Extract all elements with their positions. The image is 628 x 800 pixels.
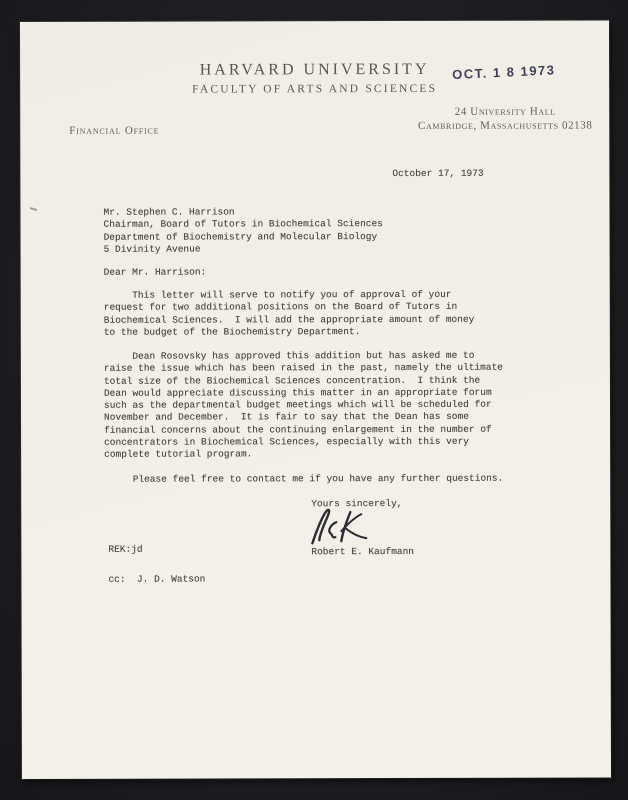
letterhead-institution: HARVARD UNIVERSITY [199,60,430,79]
letter-date: October 17, 1973 [392,167,484,180]
handwritten-signature-icon [304,507,392,549]
signed-name: Robert E. Kaufmann [311,545,415,558]
cc-line: cc: J. D. Watson [108,573,206,585]
received-date-stamp: OCT. 1 8 1973 [451,62,556,83]
pencil-mark [29,207,37,214]
recipient-address-block: Mr. Stephen C. Harrison Chairman, Board of Tutors in Biochemical Sciences Department of Biochemistry and Molecular Biology 5 Divinity Avenue [103,206,383,255]
body-paragraph-1: This letter will serve to notify you of approval of your request for two additional positions on the Board of Tutors in Biochemical Sciences. I will add the appropriate amount of money to the budget of the Biochemistry Department. [103,288,475,338]
letterhead-division: FACULTY OF ARTS AND SCIENCES [192,82,438,96]
reference-initials: REK:jd [108,543,143,555]
body-paragraph-3: Please feel free to contact me if you have any further questions. [104,472,504,485]
letterhead-address: 24 University Hall Cambridge, Massachusetts 02138 [418,105,593,132]
salutation: Dear Mr. Harrison: [103,266,207,278]
letterhead-office: Financial Office [69,124,160,137]
valediction: Yours sincerely, [311,498,403,510]
letter-paper [20,20,611,779]
body-paragraph-2: Dean Rosovsky has approved this addition but has asked me to raise the issue which has been raised in the past, namely the ultimate total size of the Biochemical Sciences concentration. I think the Dean would appreciate discussing this matter in an appropriate forum such as the departmental budget meetings which will be scheduled for November and December. It is fair to say that the Dean has some financial concerns about the continuing enlargement in the number of concentrators in Biochemical Sciences, especially with this very complete tutorial program. [103,349,503,461]
